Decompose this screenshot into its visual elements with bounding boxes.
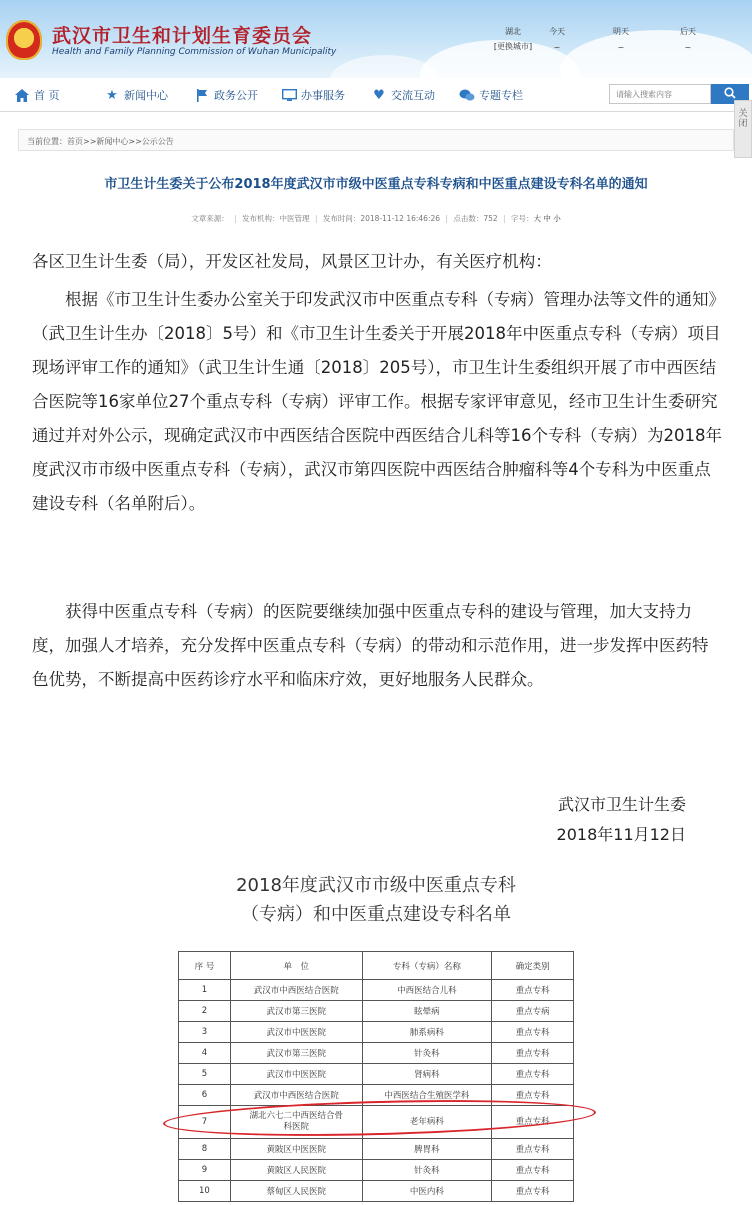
national-emblem-icon: ★ xyxy=(6,20,42,60)
nav-item-gov-affairs[interactable] xyxy=(194,87,258,103)
nav-item-label: 交流互动 xyxy=(391,89,435,102)
article-paragraph: 各区卫生计生委（局），开发区社发局，风景区卫计办，有关医疗机构： xyxy=(32,252,552,271)
table-row xyxy=(179,1043,574,1064)
table-cell-unit: 武汉市第三医院 xyxy=(230,1001,362,1022)
nav-item-news[interactable] xyxy=(104,87,168,103)
table-cell-unit: 湖北六七二中西医结合骨科医院 xyxy=(230,1106,362,1139)
table-cell-specialty: 脾胃科 xyxy=(362,1139,492,1160)
meta-org-label: 发布机构： xyxy=(242,214,280,223)
nav-item-services[interactable] xyxy=(281,87,345,103)
table-row xyxy=(179,1139,574,1160)
table-cell-unit: 武汉市中西医结合医院 xyxy=(230,1085,362,1106)
monitor-icon xyxy=(281,87,297,103)
table-cell-specialty: 老年病科 xyxy=(362,1106,492,1139)
table-cell-no: 3 xyxy=(179,1022,231,1043)
table-cell-unit: 武汉市中医医院 xyxy=(230,1022,362,1043)
weather-tomorrow xyxy=(607,26,635,52)
table-cell-specialty: 针灸科 xyxy=(362,1043,492,1064)
weather-city-name: 湖北 xyxy=(505,27,521,36)
nav-item-home[interactable] xyxy=(14,87,60,103)
table-cell-no: 6 xyxy=(179,1085,231,1106)
weather-day-value: ~ xyxy=(553,43,561,52)
nav-item-label: 政务公开 xyxy=(214,89,258,102)
table-cell-unit: 黄陂区人民医院 xyxy=(230,1160,362,1181)
nav-item-label: 办事服务 xyxy=(301,89,345,102)
table-cell-no: 8 xyxy=(179,1139,231,1160)
table-cell-category: 重点专病 xyxy=(492,1001,574,1022)
table-row xyxy=(179,1064,574,1085)
cloud-decoration xyxy=(330,55,440,78)
article-date: 2018年11月12日 xyxy=(556,825,686,844)
weather-day-after xyxy=(674,26,702,52)
table-header-cell: 专科（专病）名称 xyxy=(362,952,492,980)
table-header-cell: 单 位 xyxy=(230,952,362,980)
nav-item-label: 新闻中心 xyxy=(124,89,168,102)
specialty-table xyxy=(178,951,574,1202)
table-cell-specialty: 中西医结合儿科 xyxy=(362,980,492,1001)
weather-day-value: ~ xyxy=(684,43,692,52)
table-cell-category: 重点专科 xyxy=(492,1181,574,1202)
table-row xyxy=(179,1022,574,1043)
table-cell-unit: 武汉市中西医结合医院 xyxy=(230,980,362,1001)
table-row xyxy=(179,1001,574,1022)
table-cell-specialty: 中西医结合生殖医学科 xyxy=(362,1085,492,1106)
table-cell-no: 5 xyxy=(179,1064,231,1085)
weather-city xyxy=(492,26,534,52)
weather-today xyxy=(543,26,571,52)
nav-item-topics[interactable] xyxy=(459,87,523,103)
font-size-switch[interactable]: 大 中 小 xyxy=(533,214,561,223)
table-cell-no: 7 xyxy=(179,1106,231,1139)
weather-day-label: 明天 xyxy=(613,27,629,36)
table-row xyxy=(179,1160,574,1181)
table-cell-no: 1 xyxy=(179,980,231,1001)
meta-time: 2018-11-12 16:46:26 xyxy=(360,214,441,223)
meta-time-label: 发布时间： xyxy=(322,214,361,223)
table-cell-category: 重点专科 xyxy=(492,1106,574,1139)
table-cell-no: 9 xyxy=(179,1160,231,1181)
table-header-cell: 确定类别 xyxy=(492,952,574,980)
table-cell-category: 重点专科 xyxy=(492,1064,574,1085)
heart-icon: ♥ xyxy=(373,87,385,103)
search-input[interactable] xyxy=(609,84,711,104)
breadcrumb-text: 当前位置：首页>>新闻中心>>公示公告 xyxy=(27,137,174,146)
table-cell-specialty: 中医内科 xyxy=(362,1181,492,1202)
meta-views: 752 xyxy=(483,214,498,223)
chat-icon xyxy=(459,87,475,103)
table-cell-no: 10 xyxy=(179,1181,231,1202)
table-cell-category: 重点专科 xyxy=(492,1139,574,1160)
nav-item-interaction[interactable] xyxy=(371,87,435,103)
table-cell-specialty: 针灸科 xyxy=(362,1160,492,1181)
weather-day-label: 后天 xyxy=(680,27,696,36)
breadcrumb xyxy=(18,129,734,151)
article-paragraph: 根据《市卫生计生委办公室关于印发武汉市中医重点专科（专病）管理办法等文件的通知》（武卫生计生办〔2018〕5号）和《市卫生计生委关于开展2018年中医重点专科（专病）项目现场评审工作的通知》（武卫生计生通〔2018〕205号），市卫生计生委组织开展了市中西医结合医院等16家单位27个重点专科（专病）评审工作。根据专家评审意见，经市卫生计生委研究通过并对外公示，现确定武汉市中西医结合医院中西医结合儿科等16个专科（专病）为2018年度武汉市市级中医重点专科（专病），武汉市第四医院中西医结合肿瘤科等4个专科为中医重点建设专科（名单附后）。 xyxy=(32,290,722,513)
table-cell-unit: 武汉市第三医院 xyxy=(230,1043,362,1064)
home-icon xyxy=(14,87,30,103)
weather-day-value: ~ xyxy=(617,43,625,52)
side-float-close[interactable]: 关闭 xyxy=(734,100,752,158)
table-row xyxy=(179,980,574,1001)
table-cell-category: 重点专科 xyxy=(492,1160,574,1181)
table-header-row xyxy=(179,952,574,980)
table-cell-specialty: 肺系病科 xyxy=(362,1022,492,1043)
table-cell-category: 重点专科 xyxy=(492,980,574,1001)
article-title: 市卫生计生委关于公布2018年度武汉市市级中医重点专科专病和中医重点建设专科名单的通知 xyxy=(104,177,648,192)
table-cell-specialty: 肾病科 xyxy=(362,1064,492,1085)
table-cell-category: 重点专科 xyxy=(492,1085,574,1106)
table-cell-unit: 蔡甸区人民医院 xyxy=(230,1181,362,1202)
table-cell-category: 重点专科 xyxy=(492,1043,574,1064)
list-title: 2018年度武汉市市级中医重点专科 xyxy=(236,875,516,896)
meta-font-label: 字号： xyxy=(510,214,534,223)
table-cell-no: 2 xyxy=(179,1001,231,1022)
table-row xyxy=(179,1085,574,1106)
meta-views-label: 点击数： xyxy=(453,214,484,223)
list-subtitle: （专病）和中医重点建设专科名单 xyxy=(241,904,511,925)
site-subtitle: Health and Family Planning Commission of Wuhan Municipality xyxy=(52,47,337,57)
table-cell-unit: 黄陂区中医医院 xyxy=(230,1139,362,1160)
cloud-decoration xyxy=(560,30,752,78)
table-cell-no: 4 xyxy=(179,1043,231,1064)
article-signature: 武汉市卫生计生委 xyxy=(557,795,686,814)
table-cell-category: 重点专科 xyxy=(492,1022,574,1043)
nav-item-label: 首 页 xyxy=(34,89,60,102)
meta-source-label: 文章来源： xyxy=(191,214,229,223)
change-city-link[interactable]: [更换城市] xyxy=(493,42,533,51)
weather-day-label: 今天 xyxy=(549,27,565,36)
star-icon: ★ xyxy=(106,87,118,103)
table-cell-unit: 武汉市中医医院 xyxy=(230,1064,362,1085)
nav-item-label: 专题专栏 xyxy=(479,89,523,102)
meta-org: 中医管理 xyxy=(279,214,310,223)
article-paragraph: 获得中医重点专科（专病）的医院要继续加强中医重点专科的建设与管理，加大支持力度，加强人才培养，充分发挥中医重点专科（专病）的带动和示范作用，进一步发挥中医药特色优势，不断提高中医药诊疗水平和临床疗效，更好地服务人民群众。 xyxy=(32,602,709,689)
table-header-cell: 序 号 xyxy=(179,952,231,980)
site-header xyxy=(0,0,752,78)
table-row xyxy=(179,1181,574,1202)
flag-icon xyxy=(194,87,210,103)
table-row-highlighted xyxy=(179,1106,574,1139)
site-title: 武汉市卫生和计划生育委员会 xyxy=(52,25,313,47)
table-cell-specialty: 眩晕病 xyxy=(362,1001,492,1022)
article-meta: 文章来源： | 发布机构：中医管理 | 发布时间：2018-11-12 16:46:26 | 点击数：752 | 字号：大 中 小 xyxy=(191,214,561,223)
